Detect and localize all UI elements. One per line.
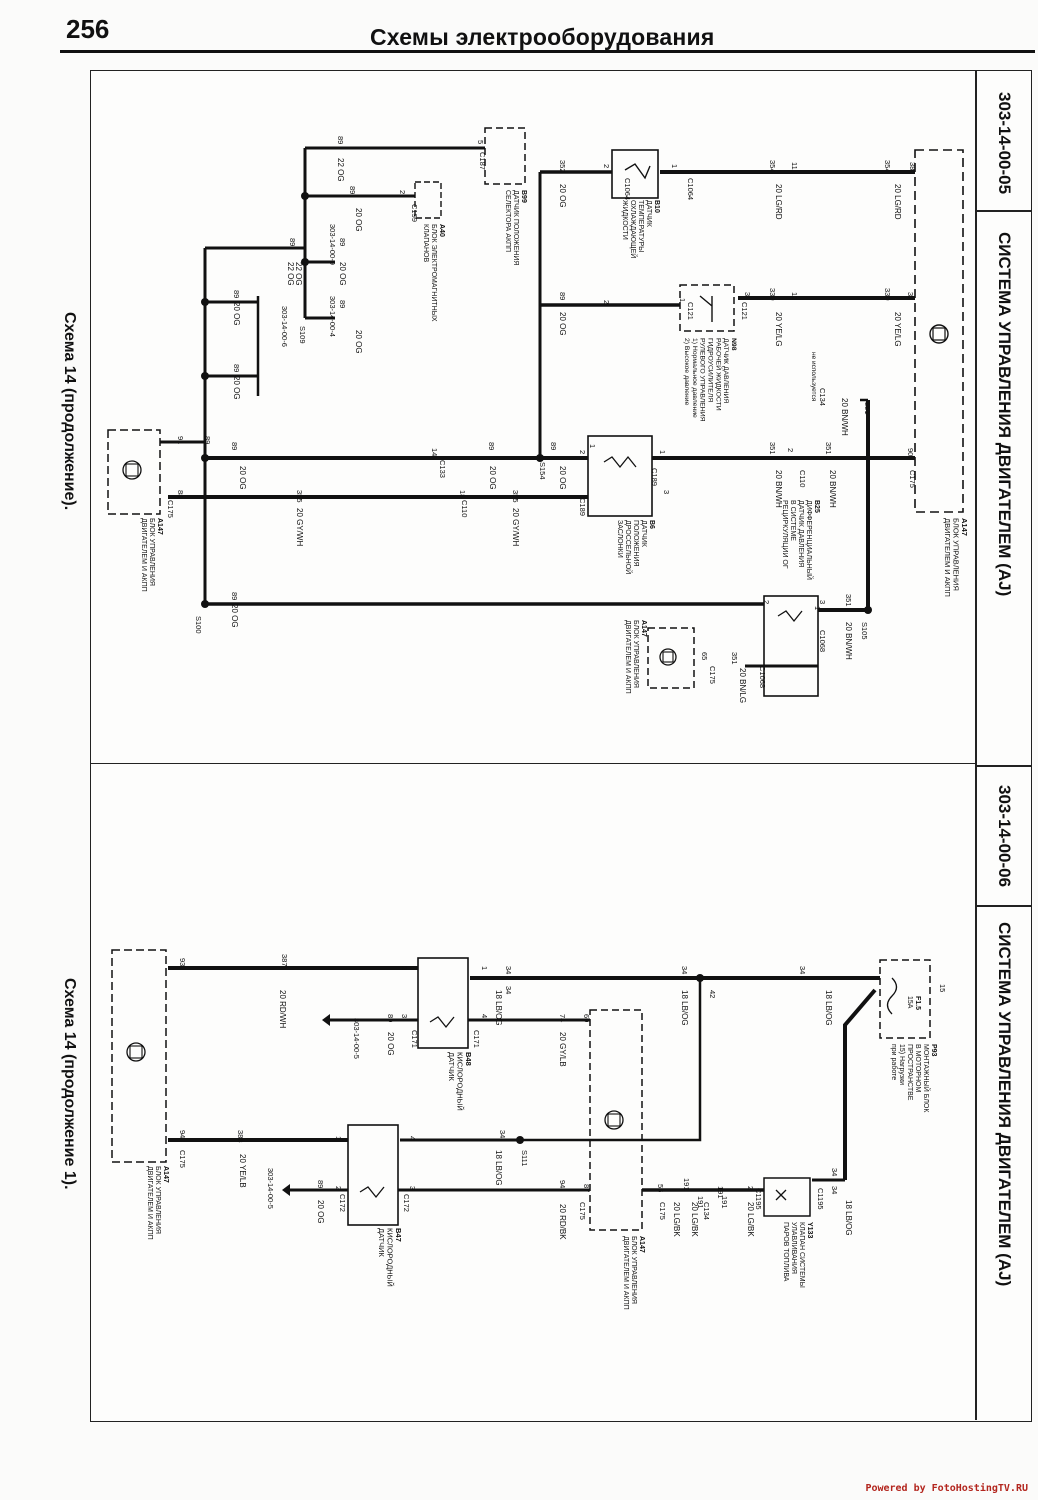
component-b48: [418, 958, 468, 1048]
label-a147-right: A147: [640, 620, 647, 637]
page-title: Схемы электрооборудования: [370, 24, 715, 50]
label-b25: B25: [813, 500, 820, 513]
page-number: 256: [66, 14, 110, 44]
wire-spec-label: 20 RD/WH: [278, 990, 287, 1029]
wire-spec-label: 18 LB/OG: [494, 1150, 503, 1186]
wire-spec-label: 22 OG: [336, 158, 345, 182]
component-a147-bottom: [108, 430, 160, 514]
wire-spec-label: 20 YE/LG: [893, 312, 902, 347]
pin-label: 56: [656, 1184, 665, 1193]
connector-label: S111: [520, 1150, 529, 1167]
connector-label: C110: [460, 500, 469, 518]
component-b25: [764, 596, 818, 696]
label-a147-top: A147: [960, 518, 969, 536]
pin-label: 3: [408, 1186, 417, 1191]
pin-label: 2: [786, 448, 795, 453]
pin-label: 2: [746, 1186, 755, 1191]
pin-label: 42: [708, 990, 717, 999]
wire-spec-label: 18 LB/OG: [494, 990, 503, 1026]
wire-spec-label: 20 BN/WH: [840, 398, 849, 436]
component-b10: [612, 150, 658, 201]
component-b47: [348, 1125, 398, 1225]
pin-label: 91: [176, 436, 185, 445]
circuit-label: 351: [768, 442, 777, 455]
label-p93: P93: [930, 1044, 937, 1057]
connector-label: C172: [338, 1194, 347, 1212]
connector-label: C189: [578, 498, 587, 516]
label-y133: КЛАПАН СИСТЕМЫ: [797, 1222, 805, 1288]
label-n98: ГИДРОУСИЛИТЕЛЯ: [706, 338, 714, 403]
wire-spec-label: 20 BN/WH: [828, 470, 837, 508]
pin-label: 34: [498, 1130, 507, 1139]
connector-label: C175: [578, 1202, 587, 1220]
label-p93: МОНТАЖНЫЙ БЛОК: [921, 1044, 929, 1113]
wire-spec-label: 20 OG: [558, 312, 567, 336]
label-a147-bottom-2: A147: [162, 1166, 169, 1183]
circuit-label: 89: [232, 364, 241, 373]
pin-label: 87: [582, 1184, 591, 1193]
wire-spec-label: 20 BN/WH: [844, 622, 853, 660]
circuit-label: 34: [504, 986, 513, 995]
connector-label: C1068: [758, 666, 767, 689]
wire-spec-label: 20 OG: [238, 466, 247, 490]
wire-spec-label: 18 LB/OG: [824, 990, 833, 1026]
wire-spec-label: 20 OG: [354, 330, 363, 354]
component-y133: [764, 1178, 810, 1216]
label-n98: РАБОЧЕЙ ЖИДКОСТИ: [714, 338, 722, 411]
circuit-label: 351: [863, 402, 872, 415]
wire-spec-label: 20 LG/BK: [690, 1202, 699, 1237]
label-a40: КЛАПАНОВ: [421, 224, 429, 263]
circuit-label: 89: [549, 442, 558, 451]
pin-label: 5: [476, 140, 485, 145]
circuit-label: 89: [230, 442, 239, 451]
pin-label: 60: [582, 1014, 591, 1023]
circuit-label: 34: [798, 966, 807, 975]
section-code: 303-14-00-05: [995, 92, 1014, 195]
diagram-caption: Схема 14 (продолжение 1).: [61, 978, 78, 1190]
connector-label: C172: [402, 1194, 411, 1212]
pin-label: 1: [678, 298, 687, 303]
connector-label: C171: [410, 1030, 419, 1048]
connector-label: C121: [686, 302, 695, 320]
circuit-label: 89: [288, 238, 297, 247]
label-a147-bottom: ДВИГАТЕЛЕМ И АКПП: [139, 518, 147, 592]
connector-label: C134: [818, 388, 827, 406]
circuit-label: 351: [730, 652, 739, 665]
connector-label: C175: [908, 470, 917, 488]
pin-label: 11: [790, 162, 799, 170]
section-title: СИСТЕМА УПРАВЛЕНИЯ ДВИГАТЕЛЕМ (AJ): [995, 922, 1014, 1287]
pin-label: 93: [178, 958, 187, 967]
label-n98: 1) Нормальное давление: [690, 338, 698, 418]
connector-label: C133: [438, 460, 447, 478]
label-b48: КИСЛОРОДНЫЙ: [455, 1052, 465, 1111]
label-b25: В СИСТЕМЕ: [788, 500, 796, 541]
circuit-label: 191: [682, 1178, 691, 1191]
connector-label: C175: [658, 1202, 667, 1220]
label-p93: ПРОСТРАНСТВЕ: [905, 1044, 913, 1101]
cross-ref: 303-14-00-9: [328, 224, 337, 265]
label-n98: ДАТЧИК ДАВЛЕНИЯ: [722, 338, 730, 404]
label-b48: ДАТЧИК: [446, 1052, 456, 1081]
circuit-label: 89: [338, 300, 347, 309]
component-a147-bottom-2: [112, 950, 166, 1162]
wire-spec-label: 20 GY/WH: [295, 508, 304, 547]
component-a147-mid: [590, 1010, 642, 1230]
pin-label: 1: [658, 450, 667, 455]
wire-spec-label: 22 OG: [294, 262, 303, 286]
pin-label: 18: [458, 490, 467, 499]
circuit-label: 34: [830, 1168, 839, 1177]
wire-spec-label: 20 OG: [354, 208, 363, 232]
pin-label: 88: [176, 490, 185, 499]
connector-label: C134: [702, 1202, 711, 1220]
pin-label: 34: [830, 1186, 839, 1195]
label-a40: A40: [438, 224, 445, 237]
connector-label: C189: [650, 468, 659, 486]
wire-spec-label: 20 OG: [386, 1032, 395, 1056]
connector-label: S109: [298, 326, 307, 344]
section-title: СИСТЕМА УПРАВЛЕНИЯ ДВИГАТЕЛЕМ (AJ): [995, 232, 1014, 597]
watermark: Powered by FotoHostingTV.RU: [865, 1483, 1028, 1494]
label-b25: РЕЦИРКУЛЯЦИИ ОГ: [780, 500, 788, 569]
pin-label: 2: [602, 300, 611, 305]
connector-label: C175: [708, 666, 717, 684]
connector-label: C1068: [818, 630, 827, 653]
connector-label: C1195: [816, 1188, 825, 1210]
wire-spec-label: 20 OG: [232, 376, 241, 400]
label-b10: ДАТЧИК: [644, 200, 652, 227]
label-a147-bottom-2: БЛОК УПРАВЛЕНИЯ: [153, 1166, 161, 1234]
label-a147-mid: БЛОК УПРАВЛЕНИЯ: [629, 1236, 637, 1304]
label-a147-right: БЛОК УПРАВЛЕНИЯ: [631, 620, 639, 688]
pin-label: 12: [790, 292, 799, 301]
pin-label: 38: [908, 162, 917, 171]
wire-spec-label: 20 GY/WH: [511, 508, 520, 547]
label-n98: 2) Высокое давление: [683, 338, 691, 406]
wire-spec-label: 20 LG/BK: [672, 1202, 681, 1237]
circuit-label: 89: [558, 292, 567, 301]
connector-label: C175: [178, 1150, 187, 1168]
circuit-label: 89: [230, 592, 239, 601]
circuit-label: 330: [768, 288, 777, 301]
wire-spec-label: 20 BN/WH: [774, 470, 783, 508]
wire-spec-label: 22 OG: [286, 262, 295, 286]
circuit-label: 89: [336, 136, 345, 145]
label-b47: КИСЛОРОДНЫЙ: [385, 1228, 395, 1287]
connector-label: S105: [860, 622, 869, 640]
label-a147-bottom: БЛОК УПРАВЛЕНИЯ: [147, 518, 155, 586]
label-b25: ДАТЧИК ДАВЛЕНИЯ: [796, 500, 804, 568]
circuit-label: 74: [558, 1014, 567, 1023]
bus-34-right: [520, 978, 700, 1140]
circuit-label: 351: [824, 442, 833, 455]
component-a147-right: [648, 628, 694, 688]
circuit-label: 89: [487, 442, 496, 451]
circuit-label: 351: [844, 594, 853, 607]
wire-spec-label: 20 LG/RD: [893, 184, 902, 220]
pin-label: 1: [480, 966, 489, 971]
wire-spec-label: 18 LB/OG: [844, 1200, 853, 1236]
pin-label: 1: [670, 164, 679, 169]
label-b99: ДАТЧИК ПОЛОЖЕНИЯ: [511, 190, 519, 266]
circuit-label: 65: [700, 652, 709, 661]
pin-label: 94: [178, 1130, 187, 1139]
component-p93: [880, 960, 930, 1038]
connector-label: C121: [740, 302, 749, 320]
label-b10: B10: [653, 200, 660, 213]
wire-spec-label: 20 OG: [232, 302, 241, 326]
label-a40: БЛОК ЭЛЕКТРОМАГНИТНЫХ: [429, 224, 437, 322]
pin-label: 3: [662, 490, 671, 495]
label-a147-top: ДВИГАТЕЛЕМ И АКПП: [942, 518, 952, 597]
circuit-label: 352: [558, 160, 567, 173]
wire-spec-label: 20 OG: [316, 1200, 325, 1224]
label-b6: B6: [648, 520, 655, 529]
wire-spec-label: 20 BN/LG: [738, 668, 747, 704]
pin-label: 191: [716, 1186, 725, 1199]
label-a147-bottom: A147: [156, 518, 163, 535]
circuit-label: 191: [720, 1196, 729, 1209]
circuit-label: 354: [768, 160, 777, 173]
connector-label: C1064: [623, 178, 632, 201]
label-a147-right: ДВИГАТЕЛЕМ И АКПП: [623, 620, 631, 694]
circuit-label: 355: [295, 490, 304, 503]
cross-ref: 303-14-00-6: [280, 306, 289, 347]
connector-label: C1195: [754, 1188, 763, 1210]
component-b99: [485, 128, 525, 184]
connector-label: C187: [478, 152, 487, 170]
circuit-label: 387: [280, 954, 289, 967]
pin-label: 3: [400, 1014, 409, 1019]
connector-label: C171: [472, 1030, 481, 1048]
label-b47: ДАТЧИК: [376, 1228, 386, 1257]
cross-ref: 303-14-00-5: [266, 1168, 275, 1209]
section-code: 303-14-00-06: [995, 785, 1014, 888]
wire-spec-label: 20 LG/RD: [774, 184, 783, 220]
connector-label: C199: [410, 204, 419, 222]
label-y133: Y133: [806, 1222, 813, 1239]
pin-label: 1: [588, 444, 597, 449]
wire-spec-label: 20 YE/LB: [238, 1154, 247, 1188]
wire-spec-label: 20 OG: [488, 466, 497, 490]
circuit-label: 388: [236, 1130, 245, 1143]
pin-label: 3: [818, 600, 827, 605]
wire-spec-label: 18 LB/OG: [680, 990, 689, 1026]
wire-spec-label: 20 OG: [230, 604, 239, 628]
label-not-used: не используется: [810, 352, 817, 402]
label-b6: ДАТЧИК: [639, 520, 647, 547]
label-y133: ПАРОВ ТОПЛИВА: [781, 1222, 789, 1282]
label-b10: ТЕМПЕРАТУРЫ: [636, 200, 644, 253]
pin-label: 14: [430, 448, 439, 457]
circuit-label: 94: [558, 1180, 567, 1189]
label-p93: 15) Нагрузки: [897, 1044, 905, 1086]
connector-label: C1064: [686, 178, 695, 201]
pin-label: 34: [504, 966, 513, 975]
label-fuse: 15A: [905, 996, 913, 1009]
label-p93: при работе: [889, 1044, 897, 1081]
label-b25: ДИФФЕРЕНЦИАЛЬНЫЙ: [804, 500, 812, 580]
circuit-label: 330: [883, 288, 892, 301]
wire-spec-label: 20 OG: [558, 466, 567, 490]
label-b10: ОХЛАЖДАЮЩЕЙ: [628, 200, 636, 259]
circuit-label: 89: [386, 1014, 395, 1023]
label-b47: B47: [394, 1228, 403, 1242]
pin-label: 2: [400, 966, 409, 971]
cross-ref: 303-14-00-4: [328, 296, 337, 337]
pin-label: 89: [203, 436, 212, 445]
label-b99: СЕЛЕКТОРА АКПП: [503, 190, 511, 253]
connector-label: S100: [194, 616, 203, 634]
label-n98: РУЛЕВОГО УПРАВЛЕНИЯ: [698, 338, 706, 422]
label-b48: B48: [464, 1052, 473, 1066]
cross-ref: 303-14-00-5: [352, 1018, 361, 1059]
pin-label: 2: [578, 450, 587, 455]
label-a147-mid: A147: [638, 1236, 645, 1253]
label-b6: ЗАСЛОНКИ: [615, 520, 623, 558]
label-a147-top: БЛОК УПРАВЛЕНИЯ: [951, 518, 961, 591]
label-b6: ПОЛОЖЕНИЯ: [631, 520, 639, 567]
circuit-label: 89: [232, 290, 241, 299]
pin-label: 4: [480, 1014, 489, 1019]
wire-spec-label: 20 OG: [338, 262, 347, 286]
pin-label: 15: [938, 984, 947, 993]
pin-label: 2: [602, 164, 611, 169]
wire-34-diag: [845, 990, 875, 1180]
pin-label: 1: [813, 606, 822, 611]
pin-label: 1: [334, 1136, 343, 1141]
label-b6: ДРОССЕЛЬНОЙ: [623, 520, 631, 575]
label-b99: B99: [520, 190, 527, 203]
pin-label: 3: [743, 292, 752, 297]
component-a147-top: [915, 150, 963, 512]
label-y133: УЛАВЛИВАНИЯ: [789, 1222, 797, 1274]
pin-label: 4: [408, 1136, 417, 1141]
diagram-caption: Схема 14 (продолжение).: [61, 312, 78, 511]
pin-label: 90: [906, 448, 915, 457]
label-a147-bottom-2: ДВИГАТЕЛЕМ И АКПП: [145, 1166, 153, 1240]
pin-label: 2: [334, 1186, 343, 1191]
circuit-label: 354: [883, 160, 892, 173]
wire-spec-label: 20 LG/BK: [746, 1202, 755, 1237]
circuit-label: 89: [338, 238, 347, 247]
label-a147-mid: ДВИГАТЕЛЕМ И АКПП: [621, 1236, 629, 1310]
wire-spec-label: 20 YE/LG: [774, 312, 783, 347]
wire-spec-label: 20 RD/BK: [558, 1204, 567, 1240]
wire-spec-label: 20 GY/LB: [558, 1032, 567, 1067]
circuit-label: 89: [348, 186, 357, 195]
wire-spec-label: 20 OG: [558, 184, 567, 208]
connector-label: C110: [798, 470, 807, 488]
pin-label: 2: [762, 600, 771, 605]
label-b10: ЖИДКОСТИ: [620, 200, 628, 240]
circuit-label: 355: [511, 490, 520, 503]
connector-label: C175: [166, 500, 175, 518]
label-n98: N98: [730, 338, 737, 351]
label-fuse: F1.5: [914, 996, 921, 1011]
pin-label: 2: [398, 190, 407, 195]
circuit-label: 191: [696, 1196, 705, 1209]
connector-label: S154: [538, 462, 547, 480]
label-p93: В МОТОРНОМ: [913, 1044, 921, 1093]
circuit-label: 89: [316, 1180, 325, 1189]
circuit-label: 34: [680, 966, 689, 975]
pin-label: 31: [906, 292, 915, 301]
